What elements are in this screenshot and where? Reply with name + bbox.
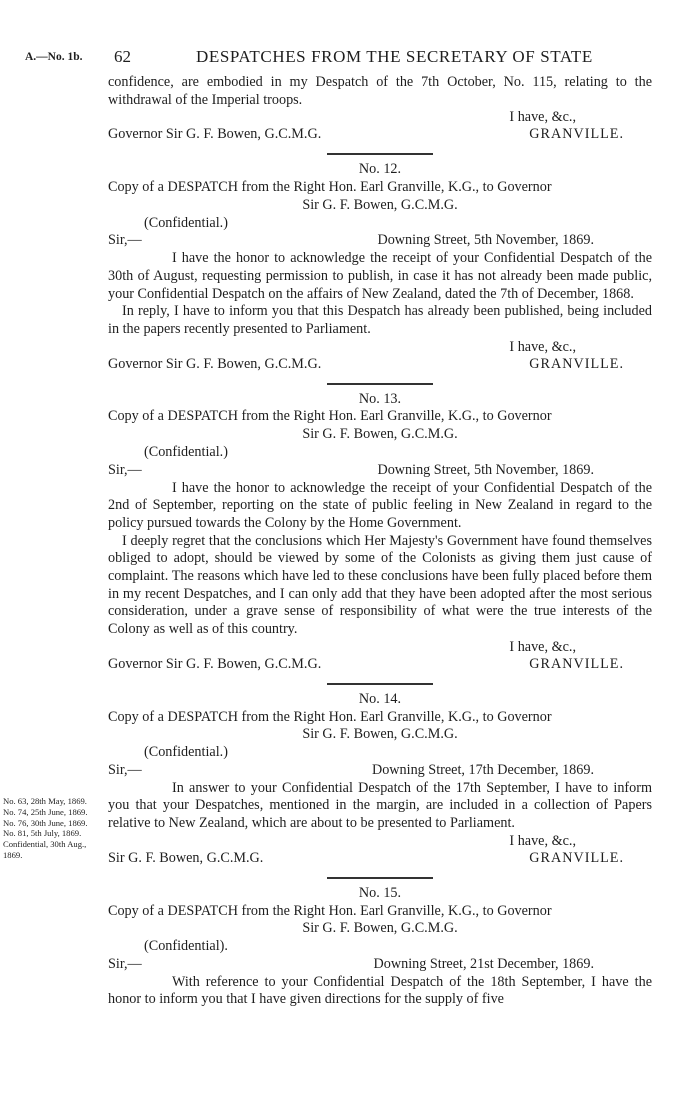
addressee: Governor Sir G. F. Bowen, G.C.M.G. <box>108 355 322 372</box>
despatch-title-line2: Sir G. F. Bowen, G.C.M.G. <box>302 726 458 743</box>
section-divider <box>327 877 433 879</box>
despatch-title: Copy of a DESPATCH from the Right Hon. Earl Granville, K.G., to Governor <box>108 408 552 425</box>
place-date: Downing Street, 5th November, 1869. <box>377 232 594 249</box>
despatch-title-line2: Sir G. F. Bowen, G.C.M.G. <box>302 426 458 443</box>
despatch-paragraph: I deeply regret that the conclusions which Her Majesty's Government have found themselves obliged to adopt, should be viewed by some of the Colonists as giving them just cause of complaint. The reasons which have led to these conclusions have been fully placed before them in my recent Despatches, and I can only add that they have been adopted after the most serious consideration, under a grave sense of responsibility of what were the true interests of the Colony as well as of this country. <box>108 532 652 638</box>
despatch-number: No. 14. <box>358 690 402 707</box>
intro-paragraph: confidence, are embodied in my Despatch of the 7th October, No. 115, relating to the withdrawal of the Imperial troops. <box>108 74 652 108</box>
closing-have: I have, &c., <box>509 338 576 355</box>
despatch-title: Copy of a DESPATCH from the Right Hon. Earl Granville, K.G., to Governor <box>108 902 552 919</box>
despatch-title: Copy of a DESPATCH from the Right Hon. Earl Granville, K.G., to Governor <box>108 179 552 196</box>
addressee: Sir G. F. Bowen, G.C.M.G. <box>108 849 264 866</box>
signature: GRANVILLE. <box>529 355 624 372</box>
closing-block <box>108 639 652 673</box>
salutation-row <box>108 762 652 780</box>
place-date: Downing Street, 5th November, 1869. <box>377 461 594 478</box>
section-divider <box>327 683 433 685</box>
signature: GRANVILLE. <box>529 849 624 866</box>
signature: GRANVILLE. <box>529 655 624 672</box>
closing-have: I have, &c., <box>509 109 576 126</box>
addressee: Governor Sir G. F. Bowen, G.C.M.G. <box>108 126 322 143</box>
margin-note: No. 74, 25th June, 1869. <box>3 806 88 817</box>
salutation: Sir,— <box>108 232 142 249</box>
margin-note: No. 63, 28th May, 1869. <box>3 796 87 806</box>
closing-block <box>108 833 652 867</box>
margin-note: No. 81, 5th July, 1869. <box>3 828 82 839</box>
document-body <box>108 74 652 1009</box>
confidential-label: (Confidential). <box>144 937 228 954</box>
margin-notes <box>3 796 103 861</box>
salutation: Sir,— <box>108 761 142 778</box>
salutation-row <box>108 462 652 480</box>
signature: GRANVILLE. <box>529 126 624 143</box>
despatch-number: No. 12. <box>358 161 402 178</box>
despatch-number: No. 13. <box>358 390 402 407</box>
closing-block <box>108 339 652 373</box>
despatch-paragraph: In reply, I have to inform you that this Despatch has already been published, being included in the papers recently presented to Parliament. <box>108 303 652 338</box>
despatch-title-line2: Sir G. F. Bowen, G.C.M.G. <box>302 920 458 937</box>
margin-note: Confidential, 30th Aug., 1869. <box>3 839 87 860</box>
margin-note: No. 76, 30th June, 1869. <box>3 817 88 828</box>
confidential-label: (Confidential.) <box>144 443 228 460</box>
page-header <box>0 47 700 69</box>
closing-block <box>108 109 652 143</box>
place-date: Downing Street, 21st December, 1869. <box>373 955 594 972</box>
closing-have: I have, &c., <box>509 638 576 655</box>
salutation: Sir,— <box>108 955 142 972</box>
despatch-paragraph: I have the honor to acknowledge the receipt of your Confidential Despatch of the 30th of August, requesting permission to publish, in case it has not already been made public, your Confidential Despatch on the affairs of New Zealand, dated the 7th of December, 1868. <box>108 250 652 302</box>
confidential-label: (Confidential.) <box>144 214 228 231</box>
section-divider <box>327 383 433 385</box>
closing-have: I have, &c., <box>509 832 576 849</box>
page-number: 62 <box>114 47 131 66</box>
confidential-label: (Confidential.) <box>144 743 228 760</box>
addressee: Governor Sir G. F. Bowen, G.C.M.G. <box>108 655 322 672</box>
despatch-paragraph: With reference to your Confidential Despatch of the 18th September, I have the honor to inform you that I have given directions for the supply of five <box>108 973 652 1008</box>
running-title: DESPATCHES FROM THE SECRETARY OF STATE <box>196 47 593 66</box>
despatch-title: Copy of a DESPATCH from the Right Hon. Earl Granville, K.G., to Governor <box>108 708 552 725</box>
salutation-row <box>108 232 652 250</box>
place-date: Downing Street, 17th December, 1869. <box>371 761 594 778</box>
salutation: Sir,— <box>108 461 142 478</box>
paper-reference: A.—No. 1b. <box>25 51 83 63</box>
despatch-paragraph: I have the honor to acknowledge the receipt of your Confidential Despatch of the 2nd of September, reporting on the state of public feeling in New Zealand in regard to the policy pursued towards the Colony by the Home Government. <box>108 479 652 531</box>
salutation-row <box>108 956 652 974</box>
section-divider <box>327 153 433 155</box>
despatch-number: No. 15. <box>358 884 402 901</box>
despatch-paragraph: In answer to your Confidential Despatch of the 17th September, I have to inform you that your Despatches, mentioned in the margin, are included in a collection of Papers relative to New Zealand, which are about to be presented to Parliament. <box>108 779 652 832</box>
despatch-title-line2: Sir G. F. Bowen, G.C.M.G. <box>302 196 458 213</box>
